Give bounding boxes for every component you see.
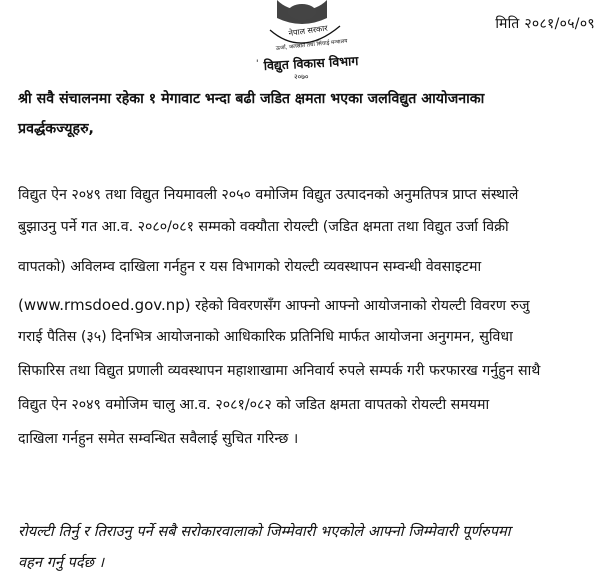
addressee-line-1: श्री सवै संचालनमा रहेका १ मेगावाट भन्दा बढी जडित क्षमता भएका जलविद्युत आयोजनाका <box>18 91 485 107</box>
seal-emblem-icon <box>232 0 372 80</box>
government-seal-logo <box>232 0 372 80</box>
svg-text:': ' <box>256 59 259 69</box>
footer-note-line-2: वहन गर्नु पर्दछ । <box>18 554 104 571</box>
body-line-6: सिफारिस तथा विद्युत प्रणाली व्यवस्थापन महाशाखामा अनिवार्य रुपले सम्पर्क गरी फरफारख गर्नुहुन साथै <box>18 363 541 379</box>
addressee-line-2: प्रवर्द्धकज्यूहरु, <box>18 121 94 137</box>
body-line-4 <box>18 296 529 315</box>
body-line-5: गराई पैतिस (३५) दिनभित्र आयोजनाको आधिकारिक प्रतिनिधि मार्फत आयोजना अनुगमन, सुविधा <box>18 329 513 345</box>
body-line-1: विद्युत ऐन २०४९ तथा विद्युत नियमावली २०५० वमोजिम विद्युत उत्पादनको अनुमतिपत्र प्राप्त संस्थाले <box>18 187 519 203</box>
svg-text:विद्युत विकास विभाग: विद्युत विकास विभाग <box>263 53 359 73</box>
body-line-7: विद्युत ऐन २०४९ वमोजिम चालु आ.व. २०८१/०८२ को जडित क्षमता वापतको रोयल्टी समयमा <box>18 397 490 413</box>
footer-note-line-1: रोयल्टी तिर्नु र तिराउनु पर्ने सबै सरोकारवालाको जिम्मेवारी भएकोले आफ्नो जिम्मेवारी पूर्णरुपमा <box>18 523 511 540</box>
svg-text:२०७०: २०७० <box>294 73 309 80</box>
body-line-2: बुझाउनु पर्ने गत आ.व. २०८०/०८१ सम्मको वक्यौता रोयल्टी (जडित क्षमता तथा विद्युत उर्जा विक्री <box>18 219 509 235</box>
svg-text:ऊर्जा, जलस्रोत तथा सिंचाई मन्त: ऊर्जा, जलस्रोत तथा सिंचाई मन्त्रालय <box>275 38 348 52</box>
body-line-8: दाखिला गर्नहुन समेत सम्वन्धित सवैलाई सुचित गरिन्छ । <box>18 431 299 447</box>
royalty-website-link[interactable]: (www.rmsdoed.gov.np) <box>18 296 191 314</box>
body-line-4-rest: रहेको विवरणसँग आफ्नो आफ्नो आयोजनाको रोयल्टी विवरण रुजु <box>190 298 530 314</box>
svg-text:नेपाल सरकार: नेपाल सरकार <box>288 23 329 38</box>
body-line-3: वापतको) अविलम्व दाखिला गर्नहुन र यस विभागको रोयल्टी व्यवस्थापन सम्वन्धी वेवसाइटमा <box>18 259 482 275</box>
document-date: मिति २०८१/०५/०९ <box>495 16 595 32</box>
